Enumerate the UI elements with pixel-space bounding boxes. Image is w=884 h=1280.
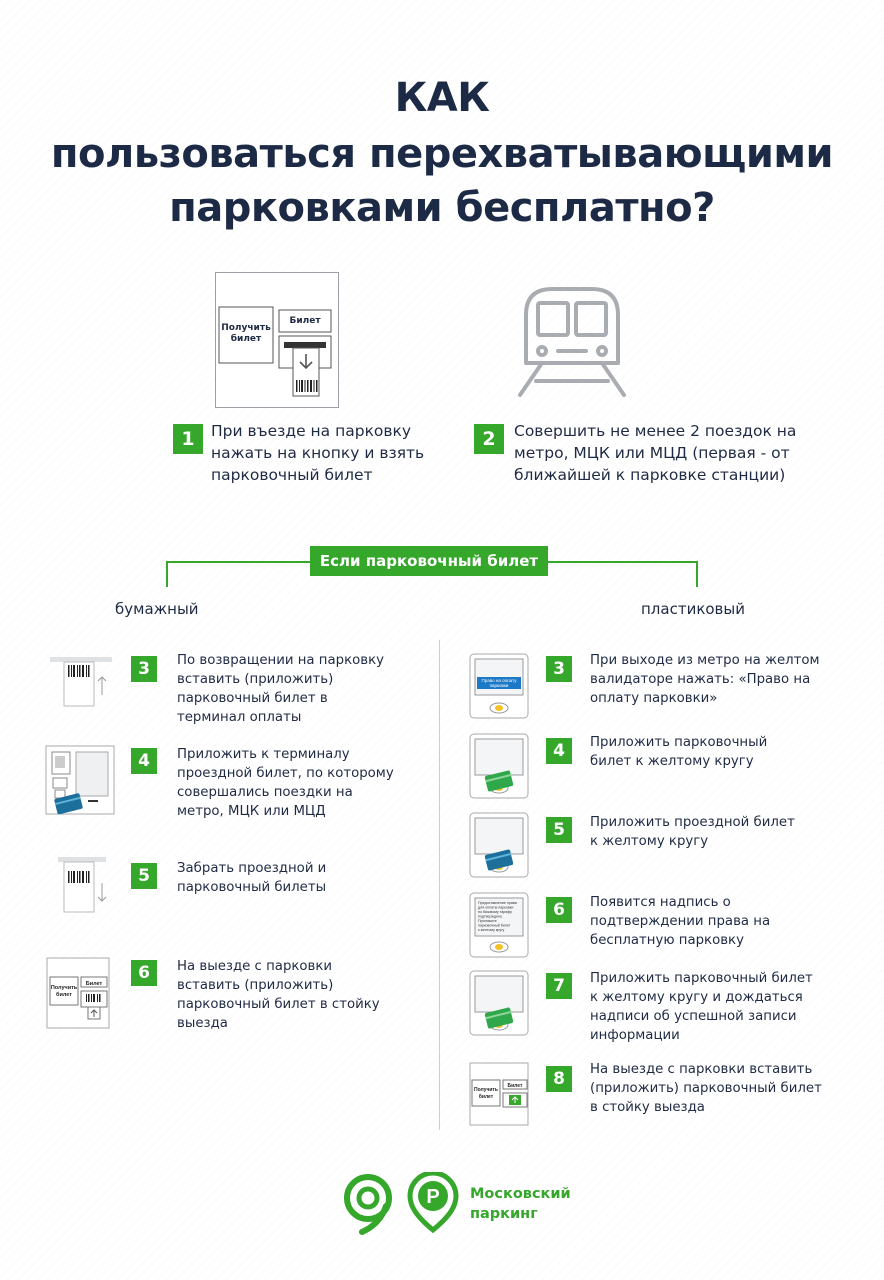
plastic-step-7-text: Приложить парковочный билет к желтому кругу и дождаться надписи об успешной записи информации [590,971,813,1043]
svg-text:по базовому тарифу: по базовому тарифу [478,910,512,914]
bracket-left-line [166,561,310,563]
plastic-step-7-badge: 7 [546,973,572,999]
svg-text:Билет: Билет [507,1083,523,1089]
plastic-step-6-icon [469,892,529,963]
bracket-right-line [548,561,698,563]
step-2-badge: 2 [474,424,504,454]
paper-heading: бумажный [115,600,199,618]
entry-terminal-illustration [215,272,339,408]
paper-step-4-text: Приложить к терминалу проездной билет, по которому совершались поездки на метро, МЦК или МЦД [177,747,394,819]
plastic-step-3-text: При выходе из метро на желтом валидаторе нажать: «Право на оплату парковки» [590,653,820,706]
ticket-slot-label: Билет [289,316,321,326]
svg-text:подтверждено.: подтверждено. [478,914,503,919]
page-title-line3: парковками бесплатно? [169,185,715,231]
svg-text:билет: билет [56,992,72,998]
plastic-step-6-badge: 6 [546,897,572,923]
svg-text:Приложите: Приложите [478,919,497,923]
plastic-step-8-text: На выезде с парковки вставить (приложить) парковочный билет в стойку выезда [590,1062,822,1115]
get-ticket-button-label: Получить билет [221,323,271,344]
paper-step-4-icon [44,744,116,825]
step-1-text: При въезде на парковку нажать на кнопку и взять парковочный билет [211,422,425,484]
plastic-heading: пластиковый [641,600,745,618]
plastic-step-4-icon [469,733,529,804]
svg-text:Билет: Билет [85,981,103,987]
svg-text:Получить: Получить [50,985,78,991]
brand-name: Московский паркинг [470,1186,571,1222]
plastic-step-3-icon [469,653,529,724]
svg-text:Предоставление права: Предоставление права [478,901,517,905]
plastic-step-8-badge: 8 [546,1066,572,1092]
svg-text:к желтому кругу: к желтому кругу [478,928,505,932]
svg-text:для оплаты парковки: для оплаты парковки [478,905,514,910]
ticket-type-banner: Если парковочный билет [310,546,548,576]
metro-nine-logo [340,1172,396,1241]
plastic-step-8-icon [469,1062,529,1131]
paper-step-3-icon [50,655,114,712]
paper-step-5-icon [50,857,114,918]
bracket-left-leg [166,561,168,587]
plastic-step-5-text: Приложить проездной билет к желтому кругу [590,815,795,849]
paper-step-6-icon [46,957,110,1034]
paper-step-3-badge: 3 [131,656,157,682]
plastic-step-6-text: Появится надпись о подтверждении права на бесплатную парковку [590,895,771,948]
step-1-badge: 1 [173,424,203,454]
paper-step-4-badge: 4 [131,748,157,774]
svg-text:билет: билет [478,1094,494,1100]
paper-step-5-text: Забрать проездной и парковочный билеты [177,861,327,895]
parking-p-logo [404,1172,462,1239]
step-2-text: Совершить не менее 2 поездок на метро, МЦК или МЦД (первая - от ближайшей к парковке станции) [514,422,797,484]
paper-step-3-text: По возвращении на парковку вставить (приложить) парковочный билет в терминал оплаты [177,653,384,725]
page-title-line1: КАК [394,75,490,121]
plastic-step-4-badge: 4 [546,738,572,764]
svg-text:парковочный билет: парковочный билет [478,923,511,928]
svg-text:Получить: Получить [474,1087,498,1093]
paper-step-5-badge: 5 [131,863,157,889]
svg-text:парковки: парковки [489,683,509,688]
svg-text:P: P [426,1186,440,1208]
column-divider [439,640,440,1130]
svg-text:Право на оплату: Право на оплату [481,678,517,683]
paper-step-6-badge: 6 [131,960,157,986]
train-icon [512,285,632,405]
paper-step-6-text: На выезде с парковки вставить (приложить) парковочный билет в стойку выезда [177,959,380,1031]
plastic-step-5-icon [469,812,529,883]
plastic-step-3-badge: 3 [546,656,572,682]
plastic-step-5-badge: 5 [546,817,572,843]
page-title-line2: пользоваться перехватывающими [50,131,834,177]
bracket-right-leg [696,561,698,587]
plastic-step-4-text: Приложить парковочный билет к желтому кругу [590,735,768,769]
plastic-step-7-icon [469,970,529,1041]
